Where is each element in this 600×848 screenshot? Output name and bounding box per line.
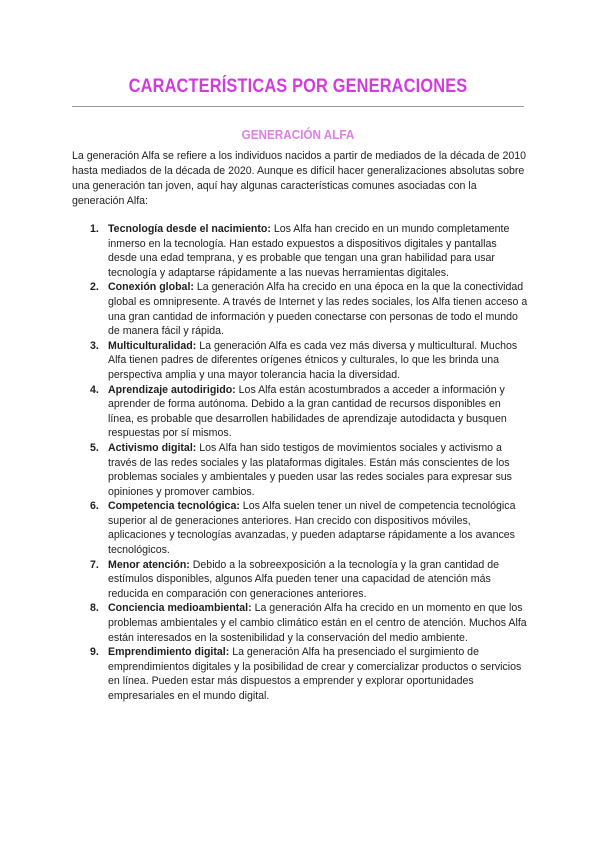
- list-item-number: 4.: [90, 383, 99, 396]
- list-item: [72, 222, 528, 280]
- list-item-number: 7.: [90, 558, 99, 571]
- list-item-number: 3.: [90, 339, 99, 352]
- list-item-text: Los Alfa han sido testigos de movimientos sociales y activismo a través de las redes sociales y las plataformas digitales. Están más conscientes de los problemas sociales y ambientales y pueden usar las redes sociales para expresar sus opiniones y promover cambios.: [108, 441, 512, 498]
- list-item-term: Emprendimiento digital:: [108, 646, 230, 659]
- characteristics-list: [72, 222, 528, 704]
- list-item-number: 8.: [90, 602, 99, 615]
- list-item-text: La generación Alfa ha crecido en una época en la que la conectividad global es omnipresente. A través de Internet y las redes sociales, los Alfa tienen acceso a una gran cantidad de información y pueden conectarse con personas de todo el mundo de manera fácil y rápida.: [108, 281, 528, 338]
- list-item: [72, 441, 528, 499]
- list-item-term: Menor atención:: [108, 558, 190, 571]
- list-item: [72, 645, 528, 703]
- list-item-term: Competencia tecnológica:: [108, 500, 240, 513]
- list-item: [72, 601, 528, 645]
- list-item-text: Debido a la sobreexposición a la tecnología y la gran cantidad de estímulos disponibles, algunos Alfa pueden tener una capacidad de atención más reducida en comparación con generaciones anteriores.: [108, 558, 500, 600]
- list-item-number: 6.: [90, 500, 99, 513]
- list-item-number: 1.: [90, 223, 99, 235]
- list-item-number: 5.: [90, 441, 99, 454]
- list-item-term: Activismo digital:: [108, 441, 197, 454]
- list-item-number: 9.: [90, 646, 99, 659]
- list-item-term: Conciencia medioambiental:: [108, 602, 252, 615]
- page-title: CARACTERÍSTICAS POR GENERACIONES: [128, 76, 468, 97]
- title-divider: [72, 106, 524, 107]
- list-item-text: Los Alfa están acostumbrados a acceder a información y aprender de forma autónoma. Debido a la gran cantidad de recursos disponibles en línea, es probable que desarrollen habilidades de aprendizaje autodidacta y busquen respuestas por sí mismos.: [108, 383, 507, 440]
- list-item-text: La generación Alfa es cada vez más diversa y multicultural. Muchos Alfa tienen padres de diferentes orígenes étnicos y culturales, lo que les brinda una perspectiva amplia y una mayor tolerancia hacia la diversidad.: [108, 339, 518, 381]
- list-item-term: Aprendizaje autodirigido:: [108, 383, 236, 396]
- list-item: [72, 339, 528, 383]
- list-item-text: Los Alfa suelen tener un nivel de competencia tecnológica superior al de generaciones anteriores. Han crecido con dispositivos móviles, aplicaciones y tecnologías avanzadas, y pueden adaptarse rápidamente a los avances tecnológicos.: [108, 500, 516, 557]
- section-title: GENERACIÓN ALFA: [241, 127, 355, 142]
- list-item-text: La generación Alfa ha presenciado el surgimiento de emprendimientos digitales y la posibilidad de crear y comercializar productos o servicios en línea. Pueden estar más dispuestos a emprender y explorar oportunidades empresariales en el mundo digital.: [108, 646, 522, 702]
- list-item: [72, 558, 528, 602]
- list-item-text: La generación Alfa ha crecido en un momento en que los problemas ambientales y el cambio climático están en el centro de atención. Muchos Alfa están interesados en la sostenibilidad y la conservación del medio ambiente.: [108, 602, 527, 644]
- list-item: [72, 280, 528, 338]
- list-item: [72, 499, 528, 557]
- list-item-number: 2.: [90, 281, 99, 294]
- list-item-text: Los Alfa han crecido en un mundo completamente inmerso en la tecnología. Han estado expuestos a dispositivos digitales y pantallas desde una edad temprana, y es probable que tengan una gran habilidad para usar tecnología y adaptarse rápidamente a las nuevas herramientas digitales.: [108, 223, 510, 279]
- list-item-term: Tecnología desde el nacimiento:: [108, 223, 271, 235]
- list-item-term: Conexión global:: [108, 281, 194, 294]
- list-item-term: Multiculturalidad:: [108, 339, 197, 352]
- list-item: [72, 383, 528, 441]
- intro-paragraph: La generación Alfa se refiere a los individuos nacidos a partir de mediados de la década de 2010 hasta mediados de la década de 2020. Aunque es difícil hacer generalizaciones absolutas sobre una generación tan joven, aquí hay algunas características comunes asociadas con la generación Alfa:: [72, 150, 527, 207]
